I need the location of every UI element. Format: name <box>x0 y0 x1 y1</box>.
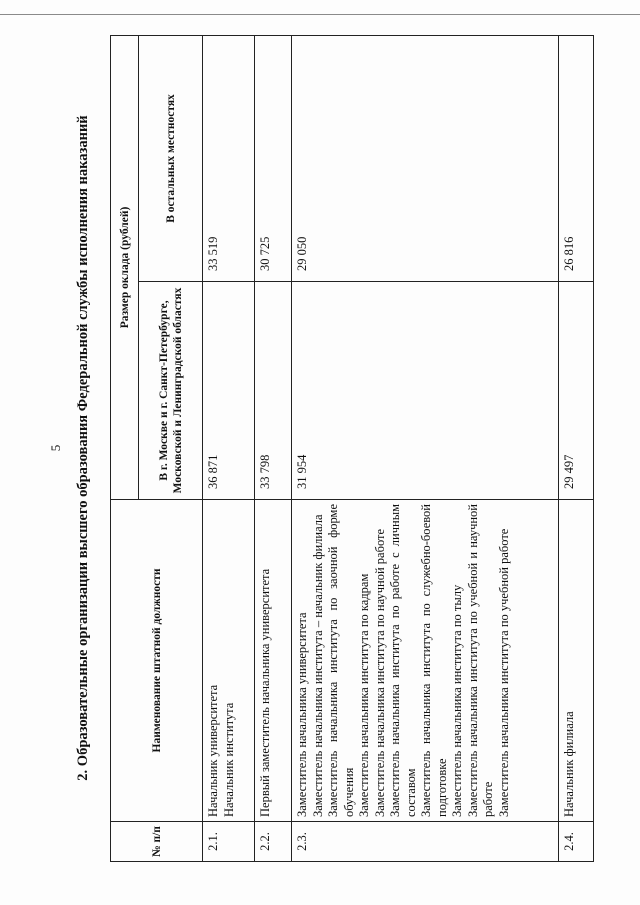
header-moscow: В г. Москве и г. Санкт-Петербурге, Московской и Ленинградской областях <box>139 282 203 500</box>
row-position <box>292 500 559 822</box>
table-row <box>559 35 594 861</box>
position-line: Начальник института <box>221 702 236 817</box>
position-line: Заместитель начальника института по работе с личным <box>388 504 403 817</box>
row-number: 2.3. <box>292 822 559 862</box>
page-number: 5 <box>48 444 63 452</box>
position-line: подготовке <box>434 758 449 817</box>
row-number: 2.2. <box>255 822 292 862</box>
row-position <box>203 500 255 822</box>
row-position <box>559 500 594 822</box>
row-position <box>255 500 292 822</box>
row-number: 2.1. <box>203 822 255 862</box>
position-line: Заместитель начальника института по заочной форме <box>326 504 341 817</box>
position-line: Заместитель начальника института по учебной работе <box>496 528 511 817</box>
row-number: 2.4. <box>559 822 594 862</box>
position-line: Заместитель начальника института по кадрам <box>357 573 372 817</box>
salary-moscow: 29 497 <box>559 282 594 500</box>
salary-other: 33 519 <box>203 35 255 281</box>
position-line: Начальник университета <box>206 684 220 817</box>
position-line: Заместитель начальника института – начальник филиала <box>310 514 325 817</box>
salary-moscow: 33 798 <box>255 282 292 500</box>
header-salary-group: Размер оклада (рублей) <box>111 35 139 499</box>
position-line: Заместитель начальника университета <box>295 612 310 817</box>
position-line: обучения <box>341 767 356 817</box>
position-line: Заместитель начальника института по тылу <box>450 584 465 817</box>
table-row <box>292 35 559 861</box>
table-row <box>255 35 292 861</box>
position-line: Заместитель начальника института по служебно-боевой <box>419 504 434 817</box>
salary-other: 26 816 <box>559 35 594 281</box>
table-row <box>203 35 255 861</box>
position-line: Заместитель начальника института по учебной и научной <box>465 504 480 817</box>
position-line: Первый заместитель начальника университета <box>258 568 273 817</box>
salary-table <box>110 35 594 862</box>
header-position: Наименование штатной должности <box>111 500 203 822</box>
position-line: работе <box>481 781 496 817</box>
salary-other: 30 725 <box>255 35 292 281</box>
header-other: В остальных местностях <box>139 35 203 281</box>
salary-moscow: 36 871 <box>203 282 255 500</box>
header-number: № п/п <box>111 822 203 862</box>
salary-other: 29 050 <box>292 35 559 281</box>
position-line: Начальник филиала <box>562 711 577 817</box>
position-line: Заместитель начальника института по научной работе <box>372 528 387 817</box>
section-title: 2. Образовательные организации высшего образования Федеральной службы исполнения наказаний <box>75 115 91 781</box>
salary-moscow: 31 954 <box>292 282 559 500</box>
position-line: составом <box>403 768 418 817</box>
top-rule <box>0 14 640 15</box>
rotated-page <box>46 28 606 868</box>
